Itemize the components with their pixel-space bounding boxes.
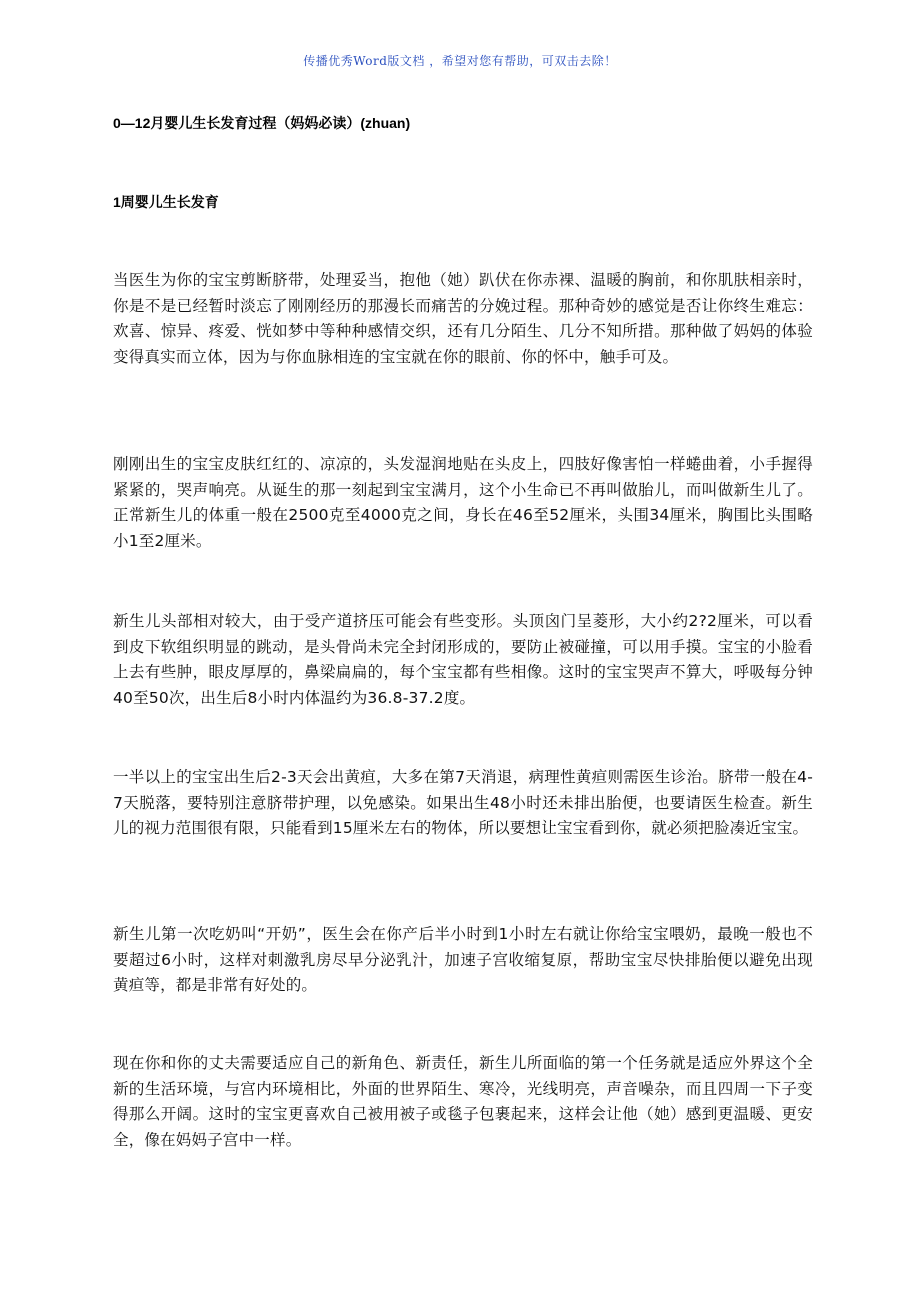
paragraph: 现在你和你的丈夫需要适应自己的新角色、新责任，新生儿所面临的第一个任务就是适应外界这个全新的生活环境，与宫内环境相比，外面的世界陌生、寒冷，光线明亮，声音噪杂，而且四周一下子变得那么开阔。这时的宝宝更喜欢自己被用被子或毯子包裹起来，这样会让他（她）感到更温暖、更安全，像在妈妈子宫中一样。 [113,1054,813,1149]
paragraph: 一半以上的宝宝出生后2-3天会出黄疸，大多在第7天消退，病理性黄疸则需医生诊治。脐带一般在4-7天脱落，要特别注意脐带护理，以免感染。如果出生48小时还未排出胎便，也要请医生检查。新生儿的视力范围很有限，只能看到15厘米左右的物体，所以要想让宝宝看到你，就必须把脸凑近宝宝。 [113,768,813,837]
paragraph: 当医生为你的宝宝剪断脐带，处理妥当，抱他（她）趴伏在你赤裸、温暖的胸前，和你肌肤相亲时，你是不是已经暂时淡忘了刚刚经历的那漫长而痛苦的分娩过程。那种奇妙的感觉是否让你终生难忘：欢喜、惊异、疼爱、恍如梦中等种种感情交织，还有几分陌生、几分不知所措。那种做了妈妈的体验变得真实而立体，因为与你血脉相连的宝宝就在你的眼前、你的怀中，触手可及。 [113,271,813,366]
paragraph: 新生儿第一次吃奶叫“开奶”，医生会在你产后半小时到1小时左右就让你给宝宝喂奶，最晚一般也不要超过6小时，这样对刺激乳房尽早分泌乳汁，加速子宫收缩复原，帮助宝宝尽快排胎便以避免出现黄疸等，都是非常有好处的。 [113,925,813,994]
paragraph: 刚刚出生的宝宝皮肤红红的、凉凉的，头发湿润地贴在头皮上，四肢好像害怕一样蜷曲着，小手握得紧紧的，哭声响亮。从诞生的那一刻起到宝宝满月，这个小生命已不再叫做胎儿，而叫做新生儿了。正常新生儿的体重一般在2500克至4000克之间，身长在46至52厘米，头围34厘米，胸围比头围略小1至2厘米。 [113,455,813,550]
paragraph: 新生儿头部相对较大，由于受产道挤压可能会有些变形。头顶囟门呈菱形，大小约2?2厘米，可以看到皮下软组织明显的跳动，是头骨尚未完全封闭形成的，要防止被碰撞，可以用手摸。宝宝的小脸看上去有些肿，眼皮厚厚的，鼻梁扁扁的，每个宝宝都有些相像。这时的宝宝哭声不算大，呼吸每分钟40至50次，出生后8小时内体温约为36.8-37.2度。 [113,612,813,707]
header-note: 传播优秀Word版文档 ，希望对您有帮助，可双击去除！ [303,54,617,68]
page-title: 0—12月婴儿生长发育过程（妈妈必读）(zhuan) [113,115,411,131]
section-heading: 1周婴儿生长发育 [113,194,219,210]
